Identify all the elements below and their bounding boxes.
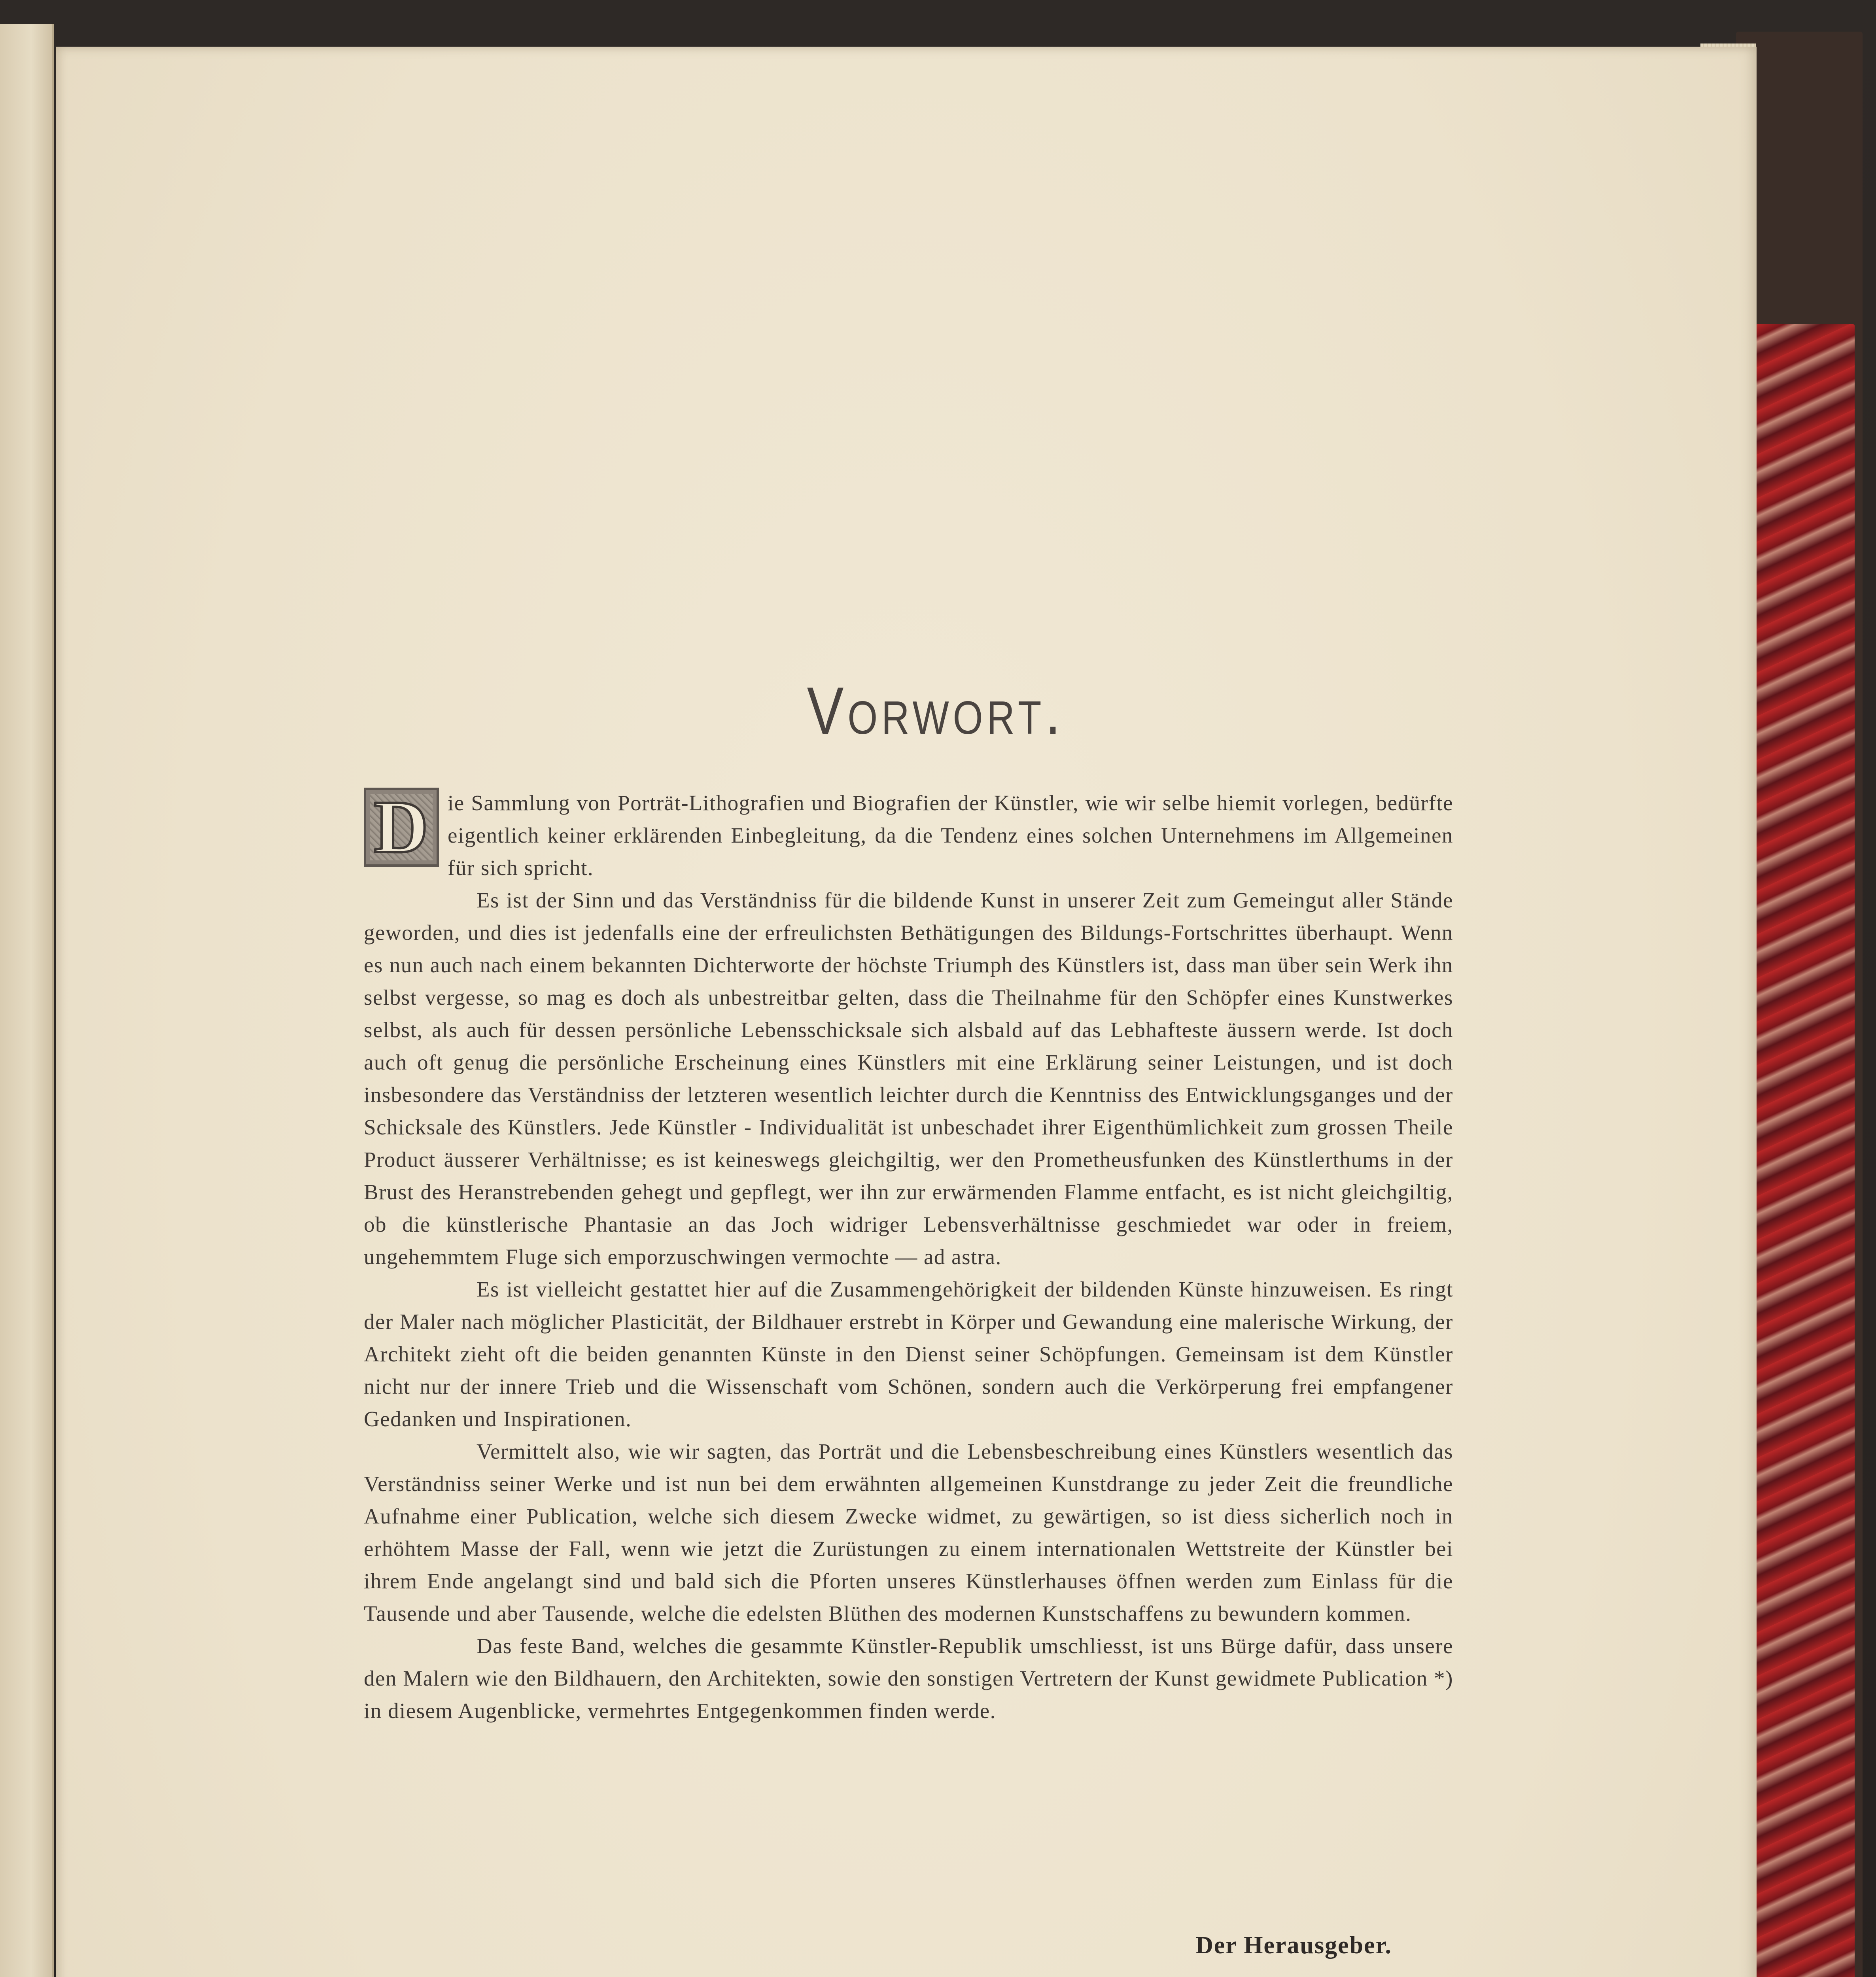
facing-page-edge	[0, 24, 54, 1977]
signature: Der Herausgeber.	[1195, 1932, 1392, 1959]
paragraph-3: Es ist vielleicht gestattet hier auf die Zusammengehörigkeit der bildenden Künste hinzuweisen. Es ringt der Maler nach möglicher Plasticität, der Bildhauer erstrebt in Körper und Gewandung eine malerische Wirkung, der Architekt zieht oft die beiden genannten Künste in den Dienst seiner Schöpfungen. Gemeinsam ist dem Künstler nicht nur der innere Trieb und die Wissenschaft vom Schönen, sondern auch die Verkörperung frei empfangener Gedanken und Inspirationen.	[364, 1277, 1453, 1431]
page-heading: Vorwort.	[807, 673, 1065, 748]
paragraph-1	[364, 787, 1453, 884]
drop-cap-letter: D	[374, 786, 429, 869]
drop-cap-ornament	[370, 786, 433, 869]
paragraph-4: Vermittelt also, wie wir sagten, das Porträt und die Lebensbeschreibung eines Künstlers wesentlich das Verständniss seiner Werke und ist nun bei dem erwähnten allgemeinen Kunstdrange zu jeder Zeit die freundliche Aufnahme einer Publication, welche sich diesem Zwecke widmet, zu gewärtigen, so ist diess sicherlich noch in erhöhtem Masse der Fall, wenn wie jetzt die Zurüstungen zu einem internationalen Wettstreite der Künstler bei ihrem Ende angelangt sind und bald sich die Pforten unseres Künstlerhauses öffnen werden zum Einlass für die Tausende und aber Tausende, welche die edelsten Blüthen des modernen Kunstschaffens zu bewundern kommen.	[364, 1439, 1453, 1625]
preface-body	[364, 787, 1453, 1727]
paragraph-2: Es ist der Sinn und das Verständniss für die bildende Kunst in unserer Zeit zum Gemeingut aller Stände geworden, und dies ist jedenfalls eine der erfreulichsten Bethätigungen des Bildungs-Fortschrittes überhaupt. Wenn es nun auch nach einem bekannten Dichterworte der höchste Triumph des Künstlers ist, dass man über sein Werk ihn selbst vergesse, so mag es doch als unbestreitbar gelten, dass die Theilnahme für den Schöpfer eines Kunstwerkes selbst, als auch für dessen persönliche Lebensschicksale sich alsbald auf das Lebhafteste äussern werde. Ist doch auch oft genug die persönliche Erscheinung eines Künstlers mit eine Erklärung seiner Leistungen, und ist doch insbesondere das Verständniss der letzteren wesentlich leichter durch die Kenntniss des Entwicklungsganges und der Schicksale des Künstlers. Jede Künstler - Individualität ist unbeschadet ihrer Eigenthümlichkeit zum grossen Theile Product äusserer Verhältnisse; es ist keineswegs gleichgiltig, wer den Prometheusfunken des Künstlerthums in der Brust des Heranstrebenden gehegt und gepflegt, wer ihn zur erwärmenden Flamme entfacht, es ist nicht gleichgiltig, ob die künstlerische Phantasie an das Joch widriger Lebensverhältnisse geschmiedet war oder in freiem, ungehemmtem Fluge sich emporzuschwingen vermochte — ad astra.	[364, 888, 1453, 1269]
paragraph-1-text: ie Sammlung von Porträt-Lithografien und Biografien der Künstler, wie wir selbe hiemit vorlegen, bedürfte eigentlich keiner erklärenden Einbegleitung, da die Tendenz eines solchen Unternehmens im Allgemeinen für sich spricht.	[448, 791, 1453, 880]
marbled-edge	[1756, 324, 1855, 1977]
drop-cap-initial	[364, 788, 439, 867]
paragraph-5: Das feste Band, welches die gesammte Künstler-Republik umschliesst, ist uns Bürge dafür, dass unsere den Malern wie den Bildhauern, den Architekten, sowie den sonstigen Vertretern der Kunst gewidmete Publication *) in diesem Augenblicke, vermehrtes Entgegenkommen finden werde.	[364, 1634, 1453, 1723]
